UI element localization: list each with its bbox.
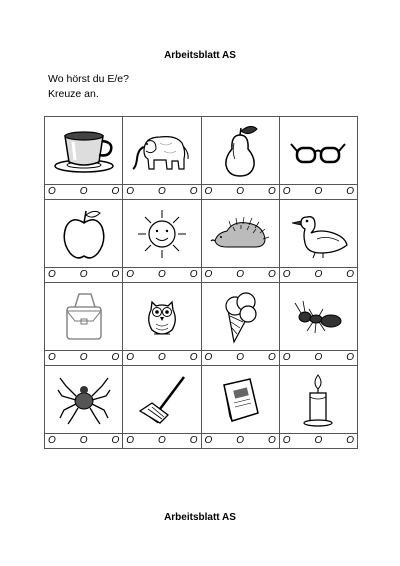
picture-cell [201, 283, 279, 351]
picture-row [45, 117, 358, 185]
answer-circle[interactable]: O [126, 269, 135, 280]
picture-cell [123, 117, 201, 185]
answer-circle[interactable]: O [236, 352, 245, 363]
answer-circle[interactable]: O [267, 269, 276, 280]
picture-cell [123, 200, 201, 268]
glasses-icon [289, 136, 347, 166]
answer-circle[interactable]: O [48, 352, 56, 363]
answer-circle[interactable]: O [346, 269, 354, 280]
answer-circle[interactable]: O [189, 435, 198, 446]
answer-circle[interactable]: O [157, 352, 166, 363]
answer-circle[interactable]: O [267, 186, 276, 197]
instruction-question: Wo hörst du E/e? [48, 73, 129, 85]
answer-circle[interactable]: O [204, 186, 213, 197]
answer-row [45, 434, 358, 449]
picture-cell [123, 366, 201, 434]
answer-circle[interactable]: O [204, 352, 213, 363]
answer-circle[interactable]: O [111, 435, 120, 446]
answer-circle[interactable]: O [111, 352, 120, 363]
answer-circle[interactable]: O [346, 352, 354, 363]
answer-circle[interactable]: O [189, 186, 198, 197]
picture-row [45, 366, 358, 434]
answer-circle[interactable]: O [314, 352, 323, 363]
footer-title: Arbeitsblatt AS [164, 512, 236, 523]
answer-circle[interactable]: O [204, 435, 213, 446]
answer-circle[interactable]: O [314, 435, 323, 446]
worksheet-grid [44, 116, 358, 449]
answer-row [45, 185, 358, 200]
picture-row [45, 283, 358, 351]
bag-icon [59, 289, 109, 345]
hedgehog-icon [209, 215, 271, 253]
pear-icon [215, 123, 265, 179]
answer-circle[interactable]: O [314, 269, 323, 280]
elephant-icon [130, 129, 194, 173]
owl-icon [142, 294, 182, 340]
answer-circle[interactable]: O [267, 435, 276, 446]
answer-circle[interactable]: O [79, 186, 88, 197]
answer-circle[interactable]: O [204, 269, 213, 280]
answer-circle[interactable]: O [346, 435, 354, 446]
answer-circle[interactable]: O [126, 352, 135, 363]
picture-cell [279, 283, 357, 351]
instruction-task: Kreuze an. [48, 88, 99, 100]
book-icon [216, 375, 264, 425]
answer-circle[interactable]: O [48, 186, 56, 197]
answer-circle[interactable]: O [79, 269, 88, 280]
answer-circle[interactable]: O [282, 269, 291, 280]
answer-circle[interactable]: O [157, 186, 166, 197]
picture-cell [279, 200, 357, 268]
answer-circle[interactable]: O [346, 186, 354, 197]
answer-circle[interactable]: O [282, 352, 291, 363]
answer-circle[interactable]: O [111, 269, 120, 280]
picture-cell [201, 366, 279, 434]
answer-circle[interactable]: O [157, 269, 166, 280]
picture-cell [201, 200, 279, 268]
answer-row [45, 268, 358, 283]
answer-circle[interactable]: O [79, 352, 88, 363]
answer-circle[interactable]: O [314, 186, 323, 197]
picture-cell [45, 366, 123, 434]
answer-circle[interactable]: O [111, 186, 120, 197]
answer-circle[interactable]: O [236, 269, 245, 280]
picture-cell [201, 117, 279, 185]
cup-icon [51, 128, 117, 174]
picture-cell [279, 366, 357, 434]
apple-icon [58, 207, 110, 261]
sun-icon [134, 207, 190, 261]
picture-cell [45, 117, 123, 185]
answer-circle[interactable]: O [267, 352, 276, 363]
picture-cell [123, 283, 201, 351]
picture-row [45, 200, 358, 268]
answer-circle[interactable]: O [236, 186, 245, 197]
spider-icon [56, 374, 112, 426]
ice-cream-icon [218, 288, 262, 346]
picture-cell [279, 117, 357, 185]
answer-circle[interactable]: O [79, 435, 88, 446]
candle-icon [298, 371, 338, 429]
ant-icon [291, 297, 345, 337]
answer-circle[interactable]: O [126, 186, 135, 197]
answer-circle[interactable]: O [236, 435, 245, 446]
answer-circle[interactable]: O [282, 435, 291, 446]
duck-icon [287, 209, 349, 259]
answer-circle[interactable]: O [126, 435, 135, 446]
answer-circle[interactable]: O [189, 352, 198, 363]
answer-row [45, 351, 358, 366]
answer-circle[interactable]: O [48, 269, 56, 280]
picture-cell [45, 200, 123, 268]
answer-circle[interactable]: O [157, 435, 166, 446]
picture-cell [45, 283, 123, 351]
answer-circle[interactable]: O [282, 186, 291, 197]
broom-icon [134, 373, 190, 427]
page-title: Arbeitsblatt AS [164, 50, 236, 61]
answer-circle[interactable]: O [48, 435, 56, 446]
answer-circle[interactable]: O [189, 269, 198, 280]
